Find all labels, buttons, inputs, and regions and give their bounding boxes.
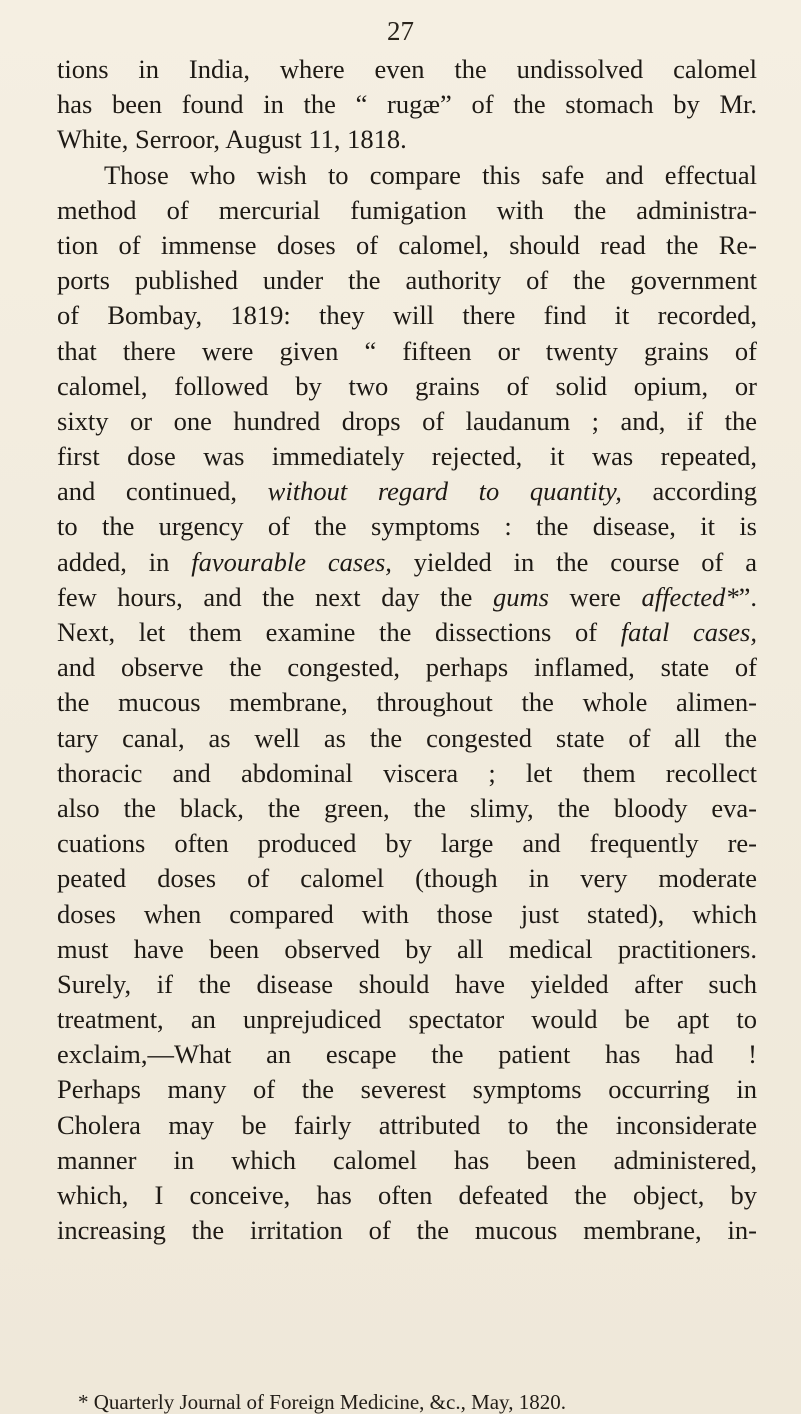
text-line: thoracic and abdominal viscera ; let them recollect [57,757,757,788]
text-line: cuations often produced by large and frequently re- [57,828,757,859]
text-line: which, I conceive, has often defeated the object, by [57,1180,757,1210]
text-line [57,580,757,615]
text-segment: Next, let them examine the dissections of [57,617,621,647]
text-line: method of mercurial fumigation with the administra- [57,194,757,225]
text-line: has been found in the “ rugæ” of the stomach by Mr. [57,89,757,120]
text-line: ports published under the authority of the government [57,265,757,296]
text-segment: according [621,476,757,507]
text-line: sixty or one hundred drops of laudanum ; and, if the [57,405,757,436]
text-segment: ”. [738,581,757,612]
text-line: must have been observed by all medical practitioners. [57,933,757,964]
text-line: the mucous membrane, throughout the whole alimen- [57,687,757,718]
text-line: increasing the irritation of the mucous membrane, in- [57,1215,757,1246]
text-line [57,474,757,509]
text-line: tions in India, where even the undissolved calomel [57,54,757,84]
text-line: of Bombay, 1819: they will there find it recorded, [57,300,757,331]
italic-text: gums [492,581,549,612]
page-number: 27 [387,16,414,46]
text-line: Perhaps many of the severest symptoms occurring in [57,1074,757,1105]
text-line: calomel, followed by two grains of solid opium, or [57,370,757,401]
text-segment: were [548,581,642,612]
text-line: that there were given “ fifteen or twenty grains of [57,335,757,366]
text-line: treatment, an unprejudiced spectator would be apt to [57,1004,757,1035]
text-line: Surely, if the disease should have yielded after such [57,968,757,999]
text-line: tary canal, as well as the congested state of all the [57,722,757,753]
italic-text: favourable cases, [191,546,392,577]
italic-text: without regard to quantity, [267,476,622,507]
text-line: White, Serroor, August 11, 1818. [57,124,407,155]
text-line: and observe the congested, perhaps inflamed, state of [57,652,757,683]
italic-text: fatal cases, [620,617,757,647]
text-line: doses when compared with those just stated), which [57,898,757,929]
text-line: to the urgency of the symptoms : the disease, it is [57,511,757,542]
text-line [57,615,757,650]
text-line: Those who wish to compare this safe and effectual [104,159,757,190]
text-line [57,545,757,580]
text-line: peated doses of calomel (though in very moderate [57,863,757,894]
text-line: Cholera may be fairly attributed to the inconsiderate [57,1109,757,1140]
italic-text: affected* [641,581,739,612]
footnote: * Quarterly Journal of Foreign Medicine, &c., May, 1820. [78,1390,566,1414]
text-line: also the black, the green, the slimy, the bloody eva- [57,792,757,823]
body-text [57,52,757,1248]
text-line: exclaim,—What an escape the patient has had ! [57,1039,757,1070]
text-line: tion of immense doses of calomel, should read the Re- [57,229,757,260]
text-segment: yielded in the course of a [391,546,757,577]
text-segment: few hours, and the next day the [57,581,493,612]
text-line: first dose was immediately rejected, it was repeated, [57,441,757,472]
text-segment: and continued, [57,476,268,507]
text-segment: added, in [57,546,192,577]
text-line: manner in which calomel has been administered, [57,1144,757,1175]
